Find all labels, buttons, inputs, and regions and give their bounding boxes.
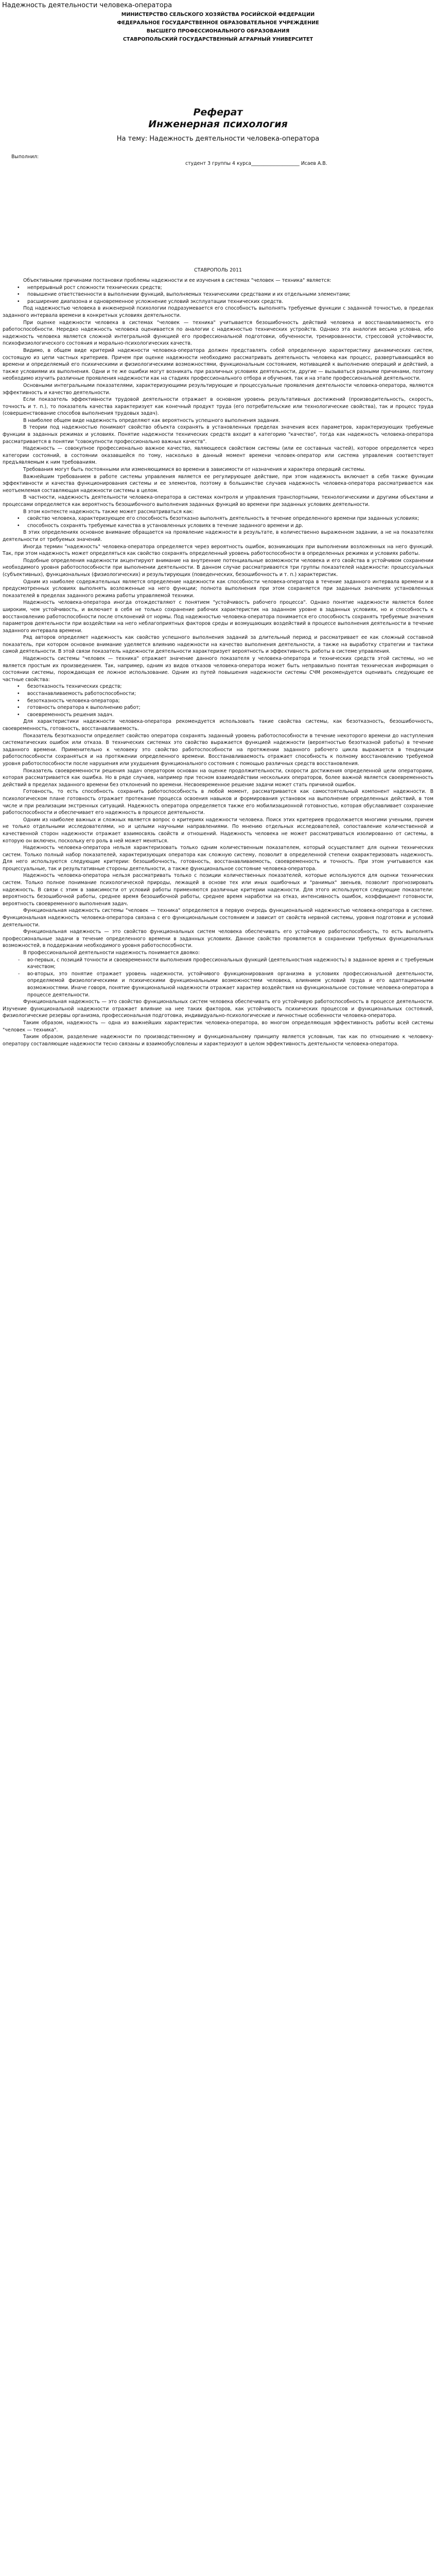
list-item: • расширение диапазона и одновременное усложнение условий эксплуатации технических средств.	[3, 298, 433, 306]
paragraph: Если показатель эффективности трудовой деятельности отражает в основном уровень результативных достижений (производительность, скорость, точность и т. п.), то показатель качества характеризует как конечный продукт труда (его потребительские или технологические свойства), так и процесс труда (совершенствование способов выполнения трудовых задач).	[3, 397, 433, 417]
list-item: • восстанавливаемость работоспособности;	[3, 690, 433, 698]
paragraph: Надежность человека-оператора нельзя характеризовать только одним количественным показателем, который осуществляет для оценки технических систем. Только полный набор показателей, характеризующих оператора как сложную систему, позволит в определенной степени охарактеризовать надежность. Для него используются следующие критерии: безошибочность, готовность, восстанавливаемость, своевременность и точность. При этом учитываются как процессуальные, так и результативные стороны деятельности, а также функциональное состояние человека-оператора.	[3, 845, 433, 872]
body-text	[3, 277, 433, 1047]
paragraph: Для характеристики надежности человека-оператора рекомендуется использовать такие свойства системы, как безотказность, безошибочность, своевременность, готовность, восстанавливаемость.	[3, 719, 433, 732]
paragraph: Готовность, то есть способность сохранить работоспособность в любой момент, рассматривается как самостоятельный компонент надежности. В психологическом плане готовность отражает протекание процесса освоения навыков и формирования установок на выполнение определенных действий, в том числе и при реализации экстренных ситуаций. Надежность оператора определяется также его мобилизационной готовностью, которая обуславливает сохранение работоспособности и обеспечивает его надежность в процессе деятельности.	[3, 789, 433, 816]
list-item: - во-вторых, это понятие отражает уровень надежности, устойчивого функционирования организма в условиях профессиональной деятельности, определяемой физиологическими и психическими функциональными возможностями человека, влиянием условий труда и его адаптационными возможностями. Иначе говоря, понятие функциональной надежности отражает характер воздействия на функциональное состояние человека-оператора в процессе деятельности.	[3, 971, 433, 998]
paragraph: Надежность — совокупное профессионально важное качество, являющееся свойством системы (или ее составных частей), которое определяется через категории состояний, в состоянии оказавшейся по тому, насколько в данный момент времени человек-оператор или система управления соответствует предъявляемым к ним требованиям.	[3, 446, 433, 466]
paragraph: Надежность системы "человек — техника" отражает значение данного показателя у человека-оператора и технических средств этой системы, но не является простым их произведением. Так, например, одним из видов отказов человека-оператора может быть неправильно понятая техническая информация о состоянии системы, порождающая ее ложное использование. Одним из путей повышения надежности системы СЧМ рекомендуется оценивать следующие ее частные свойства:	[3, 656, 433, 683]
document-title: Надежность деятельности человека-оператора	[2, 2, 172, 9]
paragraph: Важнейшим требованием в работе системы управления является ее регулирующее действие, при этом надежность включает в себя также функции эффективности и качества функционирования системы и ее элементов, поэтому в большинстве случаев надежность человека-оператора рассматривается как неотъемлемая составляющая надежности системы в целом.	[3, 473, 433, 494]
city-year: СТАВРОПОЛЬ 2011	[194, 267, 242, 273]
header-line: МИНИСТЕРСТВО СЕЛЬСКОГО ХОЗЯЙСТВА РОСИЙСКОЙ ФЕДЕРАЦИИ	[121, 12, 315, 18]
paragraph: Функциональная надежность системы "человек — техника" определяется в первую очередь функциональной надежностью человека-оператора в системе. Функциональная надежность человека-оператора связана с его функциональным состоянием и зависит от свойств нервной системы, уровня подготовки и условий деятельности.	[3, 908, 433, 928]
list-item: • своевременность решения задач.	[3, 711, 433, 719]
paragraph: Требования могут быть постоянными или изменяющимися во времени в зависимости от назначения и характера операций системы.	[23, 467, 365, 473]
done-by-label: Выполнил:	[11, 154, 39, 160]
paragraph: Одним из наиболее важных и сложных является вопрос о критериях надежности человека. Поиск этих критериев продолжается многими учеными, причем не только отдельными исследователями, но и целыми научными направлениями. По мнению отдельных исследователей, сопоставление количественной и качественной сторон надежности отражает взаимосвязь свойств и отношений. Надежность человека не может рассматриваться изолированно от системы, в которую он включен, поскольку его роль в ней может меняться.	[3, 817, 433, 844]
header-line: ВЫСШЕГО ПРОФЕССИОНАЛЬНОГО ОБРАЗОВАНИЯ	[146, 28, 290, 34]
list-item: • готовность оператора к выполнению работ;	[3, 704, 433, 711]
report-type-title: Реферат	[193, 107, 243, 118]
paragraph: Надежность человека-оператора нельзя рассматривать только с позиции количественных показателей, которые используются для оценки технических систем. Только полное понимание психологической природы, лежащей в основе тех или иных ошибочных и "ранимых" звеньев, позволит прогнозировать надежность. В связи с этим в зависимости от условий работы применяются различные критерии надежности. Для этого используются следующие показатели: вероятность безошибочной работы, среднее время безошибочной работы, среднее время наработки на отказ, интенсивность ошибок, коэффициент готовности, вероятность своевременного выполнения задач.	[3, 873, 433, 907]
paragraph: В этих определениях основное внимание обращается на проявление надежности в результате, в количественно выраженном задании, а не на показателях деятельности от требуемых значений.	[3, 530, 433, 543]
paragraph: Функциональная надежность — это свойство функциональных систем человека обеспечивать его устойчивую работоспособность в процессе деятельности. Изучение функциональной надежности отражает влияние на нее таких факторов, как устойчивость психических процессов и функциональных состояний, физиологические резервы организма, профессиональная подготовка, индивидуально-психологические и личностные особенности человека-оператора.	[3, 999, 433, 1019]
paragraph: Таким образом, надежность — одна из важнейших характеристик человека-оператора, во многом определяющая эффективность работы всей системы "человек — техника".	[3, 1020, 433, 1033]
topic-line: На тему: Надежность деятельности человека-оператора	[116, 135, 320, 143]
list-item: • безотказность человека-оператора;	[3, 698, 433, 705]
paragraph: Показатель своевременности решения задач оператором основан на оценке продолжительности, скорости достижения определенной цели операторами, которая рассматривается как ошибка. Но в ряде случаев, например при тесном взаимодействии нескольких операторов, более важной является своевременность действий в пределах заданного времени без отклонений по времени. Несвоевременное решение задачи может стать причиной ошибок.	[3, 768, 433, 788]
paragraph: Одним из наиболее содержательных является определение надежности как способности человека-оператора в течение заданного интервала времени и в предусмотренных условиях выполнять возложенные на него функции; полнота выполнения при этом сохраняется при заданных значениях установленных показателей в пределах заданного режима работы управляемой техники.	[3, 579, 433, 599]
paragraph: Подобные определения надежности акцентируют внимание на внутренние потенциальные возможности человека и его свойства в устойчивом сохранении необходимого уровня работоспособности при выполнении деятельности. В данном случае рассматриваются три группы показателей надежности: процессуальных (субъективных), функциональных (физиологических) и результирующих (поведенческих, безошибочность и т. п.) характеристик.	[3, 557, 433, 578]
header-line: ФЕДЕРАЛЬНОЕ ГОСУДАРСТВЕННОЕ ОБРАЗОВАТЕЛЬНОЕ УЧРЕЖДЕНИЕ	[117, 20, 319, 26]
subject-title: Инженерная психология	[148, 118, 288, 130]
paragraph: Ряд авторов определяет надежность как свойство успешного выполнения заданий за длительный период и рассматривает ее как сложный составной показатель, при котором основное внимание уделяется влиянию надежности на качество выполнения деятельности, а также на выработку стратегии и тактики самой деятельности. В этой связи показатель надежности деятельности характеризует вероятность и эффективность работы в системе управления.	[3, 635, 433, 655]
paragraph: Иногда термин "надежность" человека-оператора определяется через вероятность ошибок, возникающих при выполнении возложенных на него функций. Так, при этом надежность может определяться как свойство сохранять определенный уровень работоспособности в определенных режимах и условиях работы.	[3, 544, 433, 557]
header-line: СТАВРОПОЛЬСКИЙ ГОСУДАРСТВЕННЫЙ АГРАРНЫЙ УНИВЕРСИТЕТ	[123, 37, 313, 42]
paragraph: При оценке надежности человека в системах "человек — техника" учитывается безошибочность действий человека и восстанавливаемость его работоспособности. Нередко надежность человека оценивается по аналогии с надежностью технических устройств. Однако эта аналогия весьма условна, ибо надежность человека является сложной интегральной функцией его профессиональной подготовки, обученности, тренированности, стрессовой устойчивости, психофизиологического состояния и морально-психологических качеств.	[3, 319, 433, 347]
institution-header	[15, 11, 421, 44]
list-item: • способность сохранять требуемые качества в установленных условиях в течение заданного времени и др.	[3, 522, 433, 530]
paragraph: Показатель безотказности определяет свойство оператора сохранять заданный уровень работоспособности в течение некоторого времени до наступления систематических ошибок или отказа. В технических системах это свойство выражается функцией надежности (вероятностью безотказной работы) в течение заданного времени. Применительно к человеку это свойство работоспособности на протяжении заданного рабочего цикла выражается в тенденции работоспособности сохраняться и на протяжении определенного времени. Восстанавливаемость отражает способность к полному восстановлению требуемой уровня работоспособности после нарушения или ухудшения функционального состояния с помощью различных средств восстановления.	[3, 733, 433, 767]
paragraph: Надежность человека-оператора иногда отождествляют с понятием "устойчивость рабочего процесса". Однако понятие надежности является более широким, чем устойчивость, и включает в себя не только сохранение рабочих характеристик на заданном уровне в заданных условиях, но и способность к восстановлению работоспособности после отклонений от нормы. Под надежностью человека-оператора понимается его способность сохранять требуемые значения параметров деятельности при воздействии на него неблагоприятных факторов среды и возмущающих воздействий в процессе выполнения деятельности в течение заданного интервала времени.	[3, 600, 433, 634]
list-item: • свойство человека, характеризующее его способность безотказно выполнять деятельность в течение определенного времени при заданных условиях;	[3, 515, 433, 522]
paragraph: В теории под надежностью понимают свойство объекта сохранять в установленных пределах значения всех параметров, характеризующих требуемые функции в заданных режимах и условиях. Понятие надежности технических средств входит в категорию "качество", тогда как надежность человека-оператора рассматривается в понятии "совокупности профессионально важных качеств".	[3, 425, 433, 445]
paragraph: Объективными причинами постановки проблемы надежности и ее изучения в системах "человек — техника" является:	[23, 278, 332, 283]
paragraph: В наиболее общем виде надежность определяют как вероятность успешного выполнения задания.	[23, 417, 280, 423]
paragraph: Под надежностью человека в инженерной психологии подразумевается его способность выполнять требуемые функции с заданной точностью, в пределах заданного интервала времени в конкретных условиях деятельности.	[3, 306, 433, 318]
student-line: студент 3 группы 4 курса____________________ Исаев А.В.	[185, 161, 327, 166]
list-item: • безотказность технических средств;	[3, 683, 433, 690]
list-item: - во-первых, с позиций точности и своевременности выполнения профессиональных функций (деятельностная надежность) в заданное время и с требуемым качеством;	[3, 957, 433, 971]
paragraph: Видимо, в общем виде критерий надежности человека-оператора должен представлять собой определенную характеристику динамических систем, состоящую из цепи частных критериев. Причем при оценке надежности необходимо рассматривать деятельность человека как процесс, развертывающийся во времени и определяемый его психическими и физиологическими возможностями, функциональным состоянием, мотивацией к выполнению операций и действий, а также условиями их выполнения. Одни и те же ошибки могут возникать при различных условиях деятельности, другие — вызываться разными причинами, поэтому необходимо изучить различные проявления надежности как на стадиях профессионального отбора и обучения, так и на этапе профессиональной деятельности.	[3, 347, 433, 382]
list-item: • непрерывный рост сложности технических средств;	[3, 284, 433, 292]
paragraph: Основными интегральными показателями, характеризующими результирующие и процессуальные проявления деятельности человека-оператора, являются эффективность и качество деятельности.	[3, 382, 433, 396]
paragraph: В частности, надежность деятельности человека-оператора в системах контроля и управления транспортными, технологическими и другими объектами и процессами определяется как вероятность безошибочного выполнения заданных функций во времени при заданных условиях деятельности.	[3, 495, 433, 507]
paragraph: В этом контексте надежность также может рассматриваться как:	[23, 509, 194, 515]
paragraph: В профессиональной деятельности надежность понимается двояко:	[23, 950, 200, 956]
paragraph: Функциональная надежность — это свойство функциональных систем человека обеспечивать его устойчивую работоспособность, то есть выполнять профессиональные задачи в течение определенного времени в заданных условиях. Данное свойство проявляется в сохранении требуемых функциональных возможностей, в поддержании необходимого уровня работоспособности.	[3, 929, 433, 949]
paragraph: Таким образом, разделение надежности по производственному и функциональному принципу является условным, так как по отношению к человеку-оператору составляющие надежности тесно связаны и взаимообусловлены и характеризуют в целом эффективность деятельности человека-оператора.	[3, 1034, 433, 1047]
list-item: • повышение ответственности в выполнении функций, выполняемых техническими средствами и их отдельными элементами;	[3, 291, 433, 298]
